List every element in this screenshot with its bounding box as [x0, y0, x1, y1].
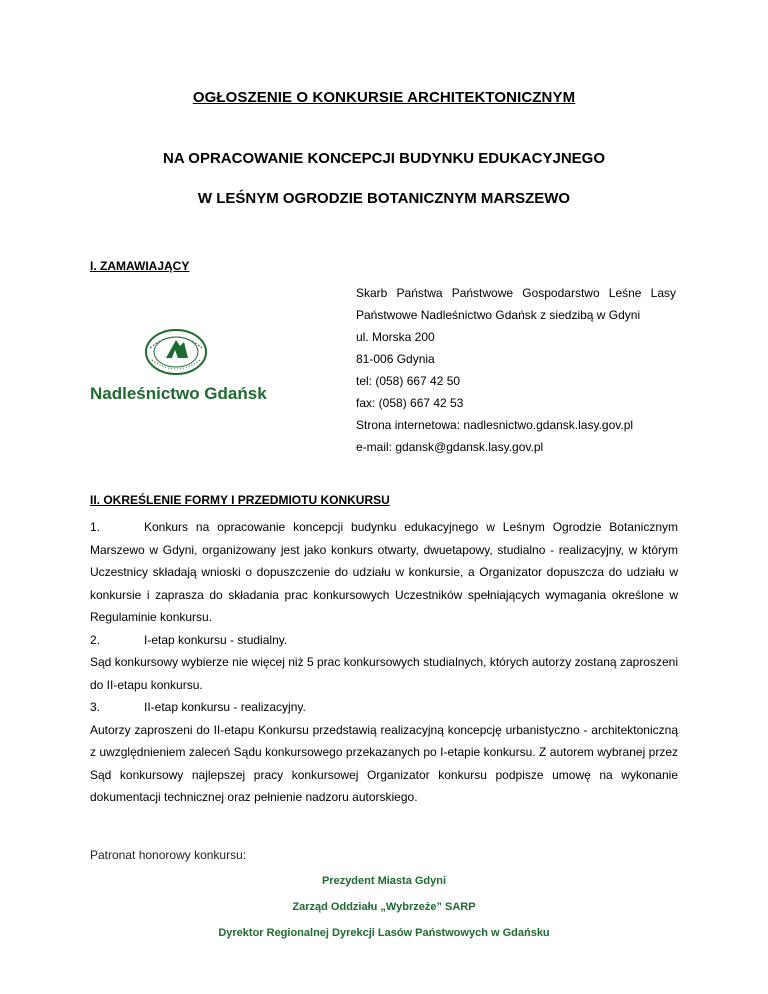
- list-item-number: 1.: [90, 520, 101, 534]
- list-item-3: [90, 696, 678, 719]
- section-heading-okreslenie: II. OKREŚLENIE FORMY I PRZEDMIOTU KONKURSU: [90, 493, 390, 507]
- section-heading-zamawiajacy: I. ZAMAWIAJĄCY: [90, 259, 190, 273]
- list-item-2-text: Sąd konkursowy wybierze nie więcej niż 5 prac konkursowych studialnych, których autorzy zostaną zaproszeni do II-etapu konkursu.: [90, 655, 678, 692]
- contact-fax: fax: (058) 667 42 53: [356, 396, 464, 410]
- page-subtitle-1: NA OPRACOWANIE KONCEPCJI BUDYNKU EDUKACYJNEGO: [163, 150, 605, 167]
- list-item-1-text: Konkurs na opracowanie koncepcji budynku edukacyjnego w Leśnym Ogrodzie Botanicznym Marszewo w Gdyni, organizowany jest jako konkurs otwarty, dwuetapowy, studialno - realizacyjny, w którym Uczestnicy składają wnioski o dopuszczenie do udziału w konkursie, a Organizator dopuszcza do udziału w konkursie i zaprasza do składania prac konkursowych Uczestników spełniających wymagania określone w Regulaminie konkursu.: [90, 520, 678, 624]
- page-title: OGŁOSZENIE O KONKURSIE ARCHITEKTONICZNYM: [192, 89, 576, 106]
- list-item-2: [90, 629, 678, 652]
- nadlesnictwo-logo: [90, 325, 290, 415]
- list-item-3-title: II-etap konkursu - realizacyjny.: [144, 700, 306, 714]
- contact-email: e-mail: gdansk@gdansk.lasy.gov.pl: [356, 440, 544, 454]
- list-item-2-title: I-etap konkursu - studialny.: [144, 632, 288, 647]
- section-body: [90, 516, 678, 809]
- patronage-label: Patronat honorowy konkursu:: [90, 848, 247, 862]
- logo-name: Nadleśnictwo Gdańsk: [90, 384, 267, 403]
- contact-line-1: Skarb Państwa Państwowe Gospodarstwo Leśne Lasy: [356, 286, 676, 300]
- patron-2: Zarząd Oddziału „Wybrzeże” SARP: [292, 901, 476, 913]
- contact-line-2: Państwowe Nadleśnictwo Gdańsk z siedzibą w Gdyni: [356, 308, 641, 322]
- patron-3: Dyrektor Regionalnej Dyrekcji Lasów Państwowych w Gdańsku: [218, 927, 550, 939]
- list-item-3-text: Autorzy zaproszeni do II-etapu Konkursu przedstawią realizacyjną koncepcję urbanistyczno - architektoniczną z uwzględnieniem zaleceń Sądu konkursowego przekazanych po I-etapie konkursu. Z autorem wybranej przez Sąd konkursowy najlepszej pracy konkursowej Organizator konkursu podpisze umowę na wykonanie dokumentacji technicznej oraz pełnienie nadzoru autorskiego.: [90, 722, 678, 804]
- list-item-number: 3.: [90, 700, 101, 714]
- contact-street: ul. Morska 200: [356, 330, 435, 344]
- contact-city: 81-006 Gdynia: [356, 352, 435, 366]
- patron-1: Prezydent Miasta Gdyni: [321, 875, 447, 887]
- page-subtitle-2: W LEŚNYM OGRODZIE BOTANICZNYM MARSZEWO: [197, 190, 571, 207]
- contact-block: [356, 282, 676, 458]
- list-item-number: 2.: [90, 632, 101, 647]
- contact-website: Strona internetowa: nadlesnictwo.gdansk.lasy.gov.pl: [356, 418, 634, 432]
- contact-phone: tel: (058) 667 42 50: [356, 374, 461, 388]
- lasy-panstwowe-emblem-icon: [144, 328, 208, 376]
